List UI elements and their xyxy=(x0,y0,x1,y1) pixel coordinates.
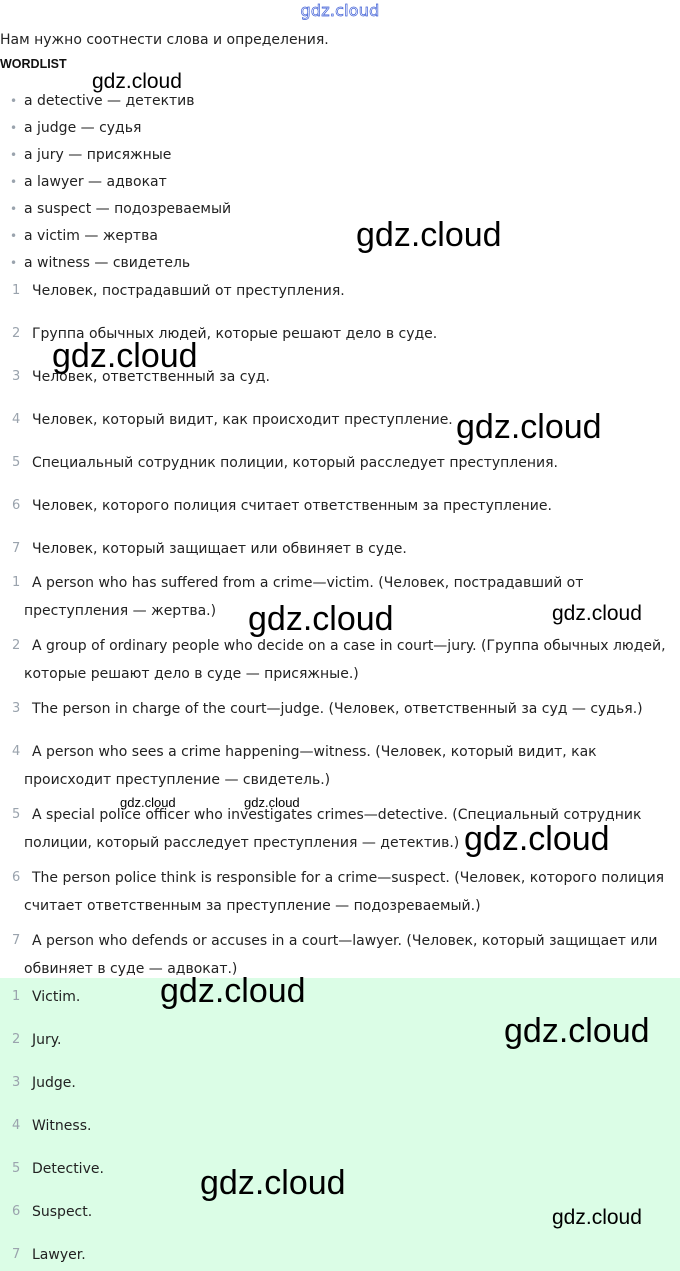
explanation-text: A group of ordinary people who decide on a case in court—jury. (Группа обычных людей, которые решают дело в суде — присяжные.) xyxy=(24,638,666,682)
wordlist-title: WORDLIST xyxy=(0,57,67,71)
question-number: 5 xyxy=(12,455,21,470)
question-text: Человек, пострадавший от преступления. xyxy=(32,283,345,299)
question-number: 6 xyxy=(12,498,21,513)
question-text: Группа обычных людей, которые решают дело в суде. xyxy=(32,326,438,342)
answer-text: Victim. xyxy=(32,989,81,1005)
answer-text: Lawyer. xyxy=(32,1247,86,1263)
watermark: gdz.cloud xyxy=(160,972,306,1010)
wordlist-item-text: a suspect — подозреваемый xyxy=(24,201,232,217)
watermark: gdz.cloud xyxy=(356,216,502,254)
wordlist-item-text: a detective — детектив xyxy=(24,93,195,109)
explanation-number: 7 xyxy=(12,933,21,948)
wordlist-item-text: a judge — судья xyxy=(24,120,142,136)
wordlist-item xyxy=(10,91,231,118)
question-item xyxy=(0,281,680,301)
explanation-text: A special police officer who investigates crimes—detective. (Специальный сотрудник полиции, который расследует преступления — детектив.) xyxy=(24,807,642,851)
answer-text: Detective. xyxy=(32,1161,104,1177)
explanation-number: 5 xyxy=(12,807,21,822)
answer-number: 4 xyxy=(12,1118,21,1133)
wordlist-item-text: a lawyer — адвокат xyxy=(24,174,167,190)
answer-item xyxy=(0,1116,680,1136)
answer-text: Judge. xyxy=(32,1075,76,1091)
wordlist-item xyxy=(10,199,231,226)
explanation-number: 6 xyxy=(12,870,21,885)
question-item xyxy=(0,496,680,516)
explanation-text: The person in charge of the court—judge. (Человек, ответственный за суд — судья.) xyxy=(32,701,643,717)
watermark: gdz.cloud xyxy=(552,1206,642,1229)
wordlist-item-text: a jury — присяжные xyxy=(24,147,172,163)
answer-number: 6 xyxy=(12,1204,21,1219)
watermark: gdz.cloud xyxy=(504,1012,650,1050)
question-number: 7 xyxy=(12,541,21,556)
answer-item xyxy=(0,1073,680,1093)
question-number: 2 xyxy=(12,326,21,341)
wordlist-item xyxy=(10,253,231,280)
explanation-number: 3 xyxy=(12,701,21,716)
explanation-text: A person who sees a crime happening—witness. (Человек, который видит, как происходит преступление — свидетель.) xyxy=(24,744,597,788)
wordlist-item xyxy=(10,172,231,199)
wordlist-item-text: a victim — жертва xyxy=(24,228,158,244)
watermark: gdz.cloud xyxy=(200,1164,346,1202)
bullet-icon: • xyxy=(10,175,18,189)
bullet-icon: • xyxy=(10,94,18,108)
site-label[interactable]: gdz.cloud xyxy=(300,1,380,20)
bullet-icon: • xyxy=(10,202,18,216)
question-number: 1 xyxy=(12,283,21,298)
question-text: Человек, который защищает или обвиняет в суде. xyxy=(32,541,407,557)
wordlist xyxy=(10,91,231,280)
answer-item xyxy=(0,987,680,1007)
question-text: Человек, который видит, как происходит преступление. xyxy=(32,412,453,428)
explanation-text: The person police think is responsible for a crime—suspect. (Человек, которого полиция считает ответственным за преступление — подозреваемый.) xyxy=(24,870,665,914)
bullet-icon: • xyxy=(10,121,18,135)
bullet-icon: • xyxy=(10,229,18,243)
watermark: gdz.cloud xyxy=(552,602,642,625)
bullet-icon: • xyxy=(10,256,18,270)
wordlist-item xyxy=(10,226,231,253)
question-number: 4 xyxy=(12,412,21,427)
question-text: Человек, ответственный за суд. xyxy=(32,369,270,385)
question-item xyxy=(0,453,680,473)
watermark: gdz.cloud xyxy=(456,408,602,446)
answer-text: Witness. xyxy=(32,1118,92,1134)
watermark: gdz.cloud xyxy=(120,795,176,810)
answer-number: 7 xyxy=(12,1247,21,1262)
answer-number: 1 xyxy=(12,989,21,1004)
wordlist-item-text: a witness — свидетель xyxy=(24,255,191,271)
bullet-icon: • xyxy=(10,148,18,162)
watermark: gdz.cloud xyxy=(464,820,610,858)
explanation-number: 4 xyxy=(12,744,21,759)
question-number: 3 xyxy=(12,369,21,384)
answer-number: 5 xyxy=(12,1161,21,1176)
answer-number: 2 xyxy=(12,1032,21,1047)
answer-text: Suspect. xyxy=(32,1204,93,1220)
answer-text: Jury. xyxy=(32,1032,62,1048)
watermark: gdz.cloud xyxy=(248,600,394,638)
answer-number: 3 xyxy=(12,1075,21,1090)
watermark: gdz.cloud xyxy=(244,795,300,810)
question-text: Специальный сотрудник полиции, который расследует преступления. xyxy=(32,455,558,471)
question-item xyxy=(0,539,680,559)
explanation-text: A person who defends or accuses in a court—lawyer. (Человек, который защищает или обвиняет в суде — адвокат.) xyxy=(24,933,658,977)
question-text: Человек, которого полиция считает ответственным за преступление. xyxy=(32,498,552,514)
explanation-number: 1 xyxy=(12,575,21,590)
watermark: gdz.cloud xyxy=(92,70,182,93)
watermark: gdz.cloud xyxy=(52,337,198,375)
explanation-number: 2 xyxy=(12,638,21,653)
wordlist-item xyxy=(10,145,231,172)
answer-item xyxy=(0,1245,680,1265)
explanation-text: A person who has suffered from a crime—victim. (Человек, пострадавший от преступления — жертва.) xyxy=(24,575,584,619)
wordlist-item xyxy=(10,118,231,145)
intro-text: Нам нужно соотнести слова и определения. xyxy=(0,32,329,48)
